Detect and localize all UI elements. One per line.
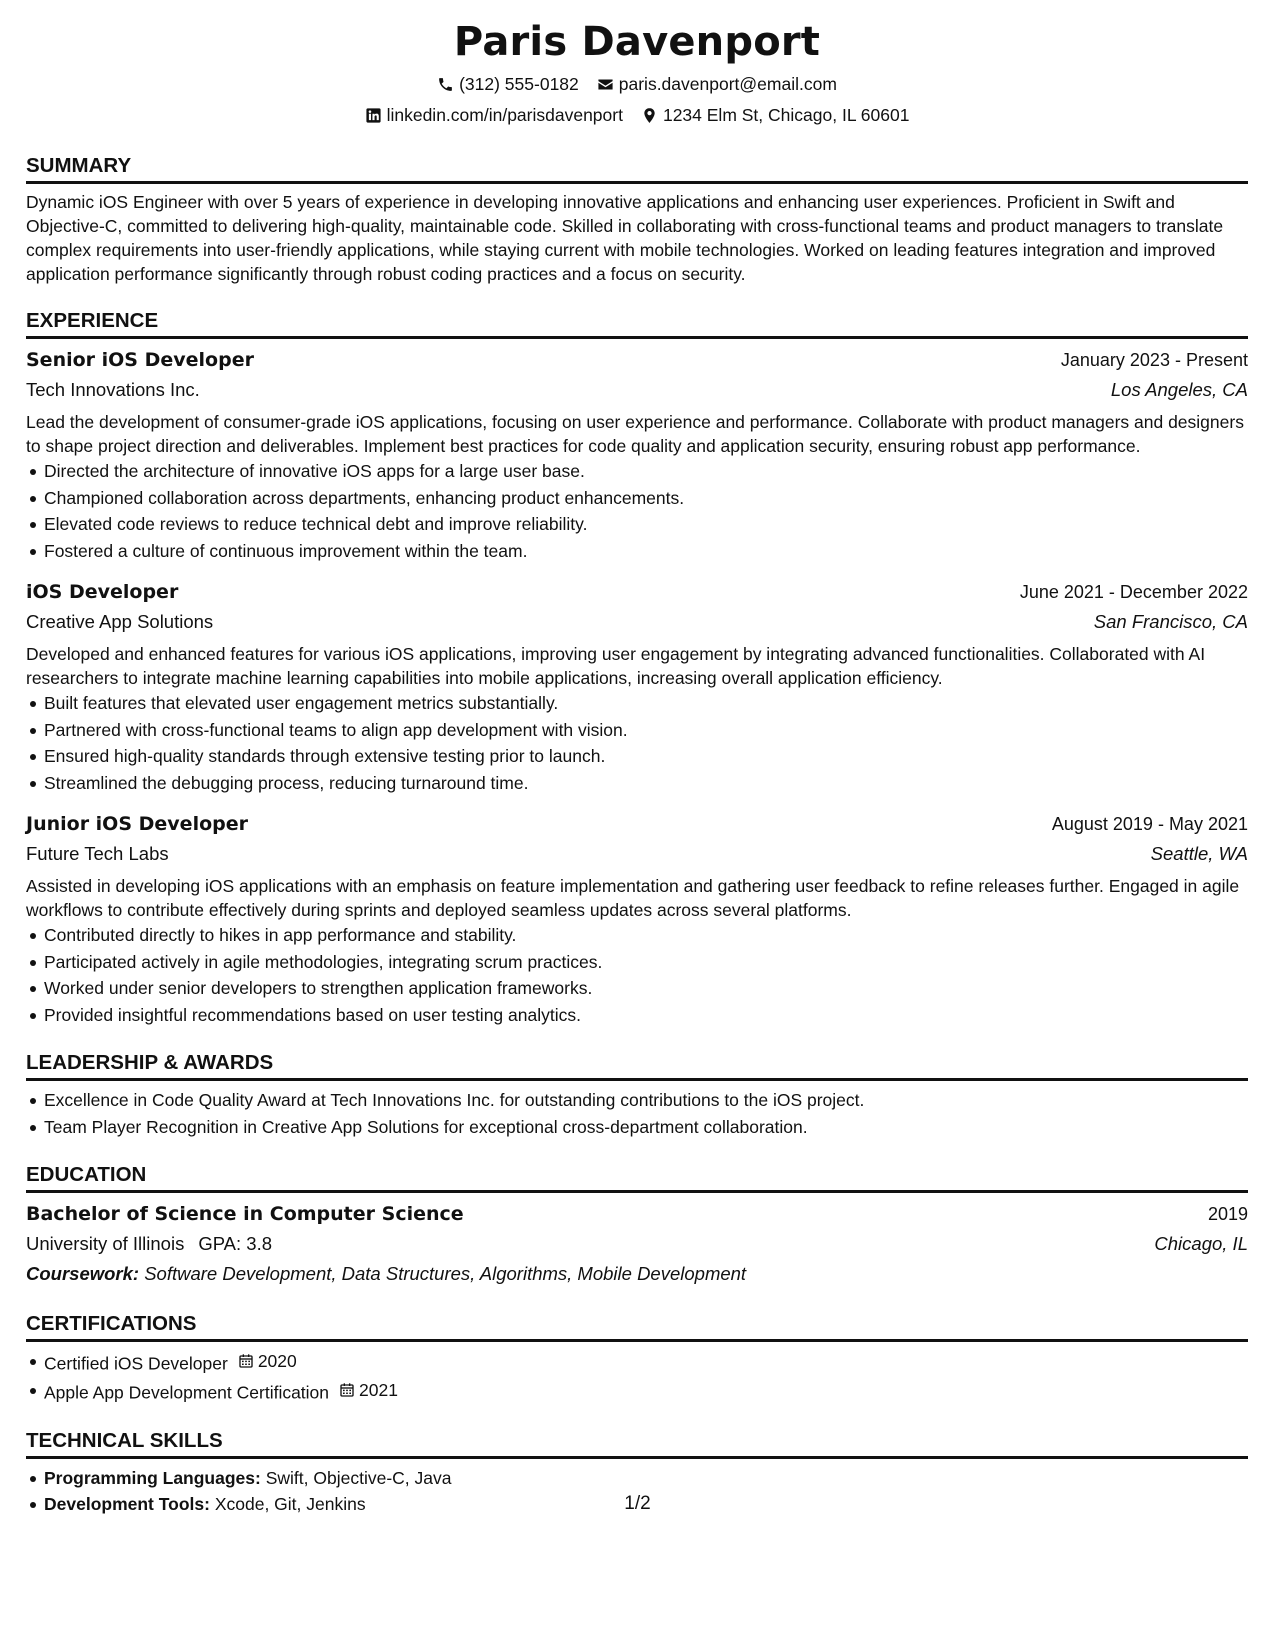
job-bullets [26, 458, 1248, 564]
list-item: Elevated code reviews to reduce technical debt and improve reliability. [44, 511, 1248, 538]
address-text: 1234 Elm St, Chicago, IL 60601 [662, 105, 910, 125]
list-item: Ensured high-quality standards through extensive testing prior to launch. [44, 743, 1248, 770]
degree-title: Bachelor of Science in Computer Science [26, 1203, 464, 1225]
resume-page [26, 18, 1248, 1518]
email-contact[interactable] [597, 72, 837, 96]
candidate-name: Paris Davenport [453, 19, 821, 65]
job-entry [26, 345, 1248, 564]
cert-date [238, 1348, 297, 1375]
experience-section [26, 308, 1248, 1028]
certifications-list [26, 1348, 1248, 1406]
certifications-heading: CERTIFICATIONS [26, 1311, 1248, 1342]
list-item [44, 1348, 1248, 1377]
list-item: Championed collaboration across departments, enhancing product enhancements. [44, 485, 1248, 512]
skill-label: Development Tools: [44, 1494, 210, 1514]
calendar-icon [238, 1353, 254, 1369]
list-item: Built features that elevated user engagement metrics substantially. [44, 690, 1248, 717]
page-number: 1/2 [624, 1493, 651, 1514]
job-description: Developed and enhanced features for various iOS applications, improving user engagement by integrating advanced functionalities. Collaborated with AI researchers to integrate machine learning capabilities into mobile applications, increasing overall application efficiency. [26, 644, 1206, 688]
cert-date [339, 1377, 398, 1404]
skills-heading: TECHNICAL SKILLS [26, 1428, 1248, 1459]
job-title: Junior iOS Developer [26, 813, 248, 835]
job-header [26, 809, 1248, 839]
envelope-icon [597, 76, 614, 93]
summary-heading: SUMMARY [26, 153, 1248, 184]
list-item: Partnered with cross-functional teams to align app development with vision. [44, 717, 1248, 744]
education-section [26, 1162, 1248, 1289]
job-title: Senior iOS Developer [26, 349, 254, 371]
job-description: Lead the development of consumer-grade iOS applications, focusing on user experience and performance. Collaborate with product managers and designers to shape project direction and deliverables. Implement best practices for code quality and application security, ensuring robust app performance. [26, 412, 1244, 456]
list-item: Worked under senior developers to strengthen application frameworks. [44, 975, 1248, 1002]
job-bullets [26, 922, 1248, 1028]
awards-section [26, 1050, 1248, 1140]
list-item: Fostered a culture of continuous improvement within the team. [44, 538, 1248, 565]
job-location: San Francisco, CA [1093, 611, 1248, 632]
awards-list [26, 1087, 1248, 1140]
cert-year: 2020 [257, 1351, 297, 1371]
school-location: Chicago, IL [1154, 1233, 1248, 1254]
coursework [26, 1259, 1248, 1289]
skill-value: Swift, Objective-C, Java [265, 1467, 452, 1488]
phone-icon [437, 76, 454, 93]
email-link[interactable]: paris.davenport@email.com [618, 74, 837, 94]
job-dates: June 2021 - December 2022 [1019, 582, 1248, 602]
job-description: Assisted in developing iOS applications with an emphasis on feature implementation and gathering user feedback to refine releases further. Engaged in agile workflows to contribute effectively during sprints and deployed seamless updates across several platforms. [26, 876, 1240, 920]
experience-heading: EXPERIENCE [26, 308, 1248, 339]
awards-heading: LEADERSHIP & AWARDS [26, 1050, 1248, 1081]
phone-text: (312) 555-0182 [459, 74, 579, 94]
map-pin-icon [641, 107, 658, 124]
list-item [44, 1377, 1248, 1406]
coursework-label: Coursework: [26, 1263, 140, 1284]
job-dates: August 2019 - May 2021 [1051, 814, 1248, 834]
job-subheader [26, 375, 1248, 405]
skill-label: Programming Languages: [44, 1467, 261, 1488]
job-company: Creative App Solutions [26, 611, 214, 632]
cert-name: Apple App Development Certification [44, 1382, 330, 1402]
list-item [44, 1465, 1248, 1492]
list-item: Provided insightful recommendations based on user testing analytics. [44, 1002, 1248, 1029]
job-location: Los Angeles, CA [1110, 379, 1248, 400]
list-item: Streamlined the debugging process, reducing turnaround time. [44, 770, 1248, 797]
summary-section [26, 153, 1248, 286]
list-item: Directed the architecture of innovative iOS apps for a large user base. [44, 458, 1248, 485]
linkedin-icon [365, 107, 382, 124]
list-item: Team Player Recognition in Creative App Solutions for exceptional cross-department collaboration. [44, 1114, 1248, 1141]
graduation-year: 2019 [1207, 1204, 1248, 1224]
cert-year: 2021 [359, 1379, 398, 1400]
job-location: Seattle, WA [1150, 843, 1248, 864]
job-company: Tech Innovations Inc. [26, 379, 200, 400]
education-heading: EDUCATION [26, 1162, 1248, 1193]
job-dates: January 2023 - Present [1060, 350, 1248, 370]
certifications-section [26, 1311, 1248, 1406]
calendar-icon [339, 1382, 355, 1398]
cert-name: Certified iOS Developer [44, 1353, 228, 1374]
school-name: University of Illinois [26, 1233, 185, 1254]
coursework-list: Software Development, Data Structures, Algorithms, Mobile Development [144, 1263, 747, 1284]
job-entry [26, 577, 1248, 796]
job-subheader [26, 839, 1248, 869]
list-item: Excellence in Code Quality Award at Tech Innovations Inc. for outstanding contributions to the iOS project. [44, 1087, 1248, 1114]
school-info [26, 1229, 272, 1259]
education-header [26, 1199, 1248, 1229]
contact-row-2 [26, 103, 1248, 127]
linkedin-contact[interactable] [365, 103, 623, 127]
job-entry [26, 809, 1248, 1028]
list-item: Participated actively in agile methodologies, integrating scrum practices. [44, 949, 1248, 976]
skill-value: Xcode, Git, Jenkins [214, 1494, 366, 1514]
summary-text: Dynamic iOS Engineer with over 5 years of experience in developing innovative applications and enhancing user experiences. Proficient in Swift and Objective-C, committed to delivering high-quality, maintainable code. Skilled in collaborating with cross-functional teams and product managers to translate complex requirements into user-friendly applications, while staying current with mobile technologies. Worked on leading features integration and improved application performance significantly through robust coding practices and a focus on security. [26, 192, 1224, 284]
job-header [26, 577, 1248, 607]
contact-row-1 [26, 72, 1248, 96]
job-subheader [26, 607, 1248, 637]
phone-contact [437, 72, 579, 96]
list-item: Contributed directly to hikes in app performance and stability. [44, 922, 1248, 949]
gpa: GPA: 3.8 [198, 1233, 273, 1254]
job-header [26, 345, 1248, 375]
education-subheader [26, 1229, 1248, 1259]
job-title: iOS Developer [26, 581, 179, 603]
address-contact [641, 103, 909, 127]
linkedin-link[interactable]: linkedin.com/in/parisdavenport [386, 105, 623, 125]
job-bullets [26, 690, 1248, 796]
job-company: Future Tech Labs [26, 843, 169, 864]
